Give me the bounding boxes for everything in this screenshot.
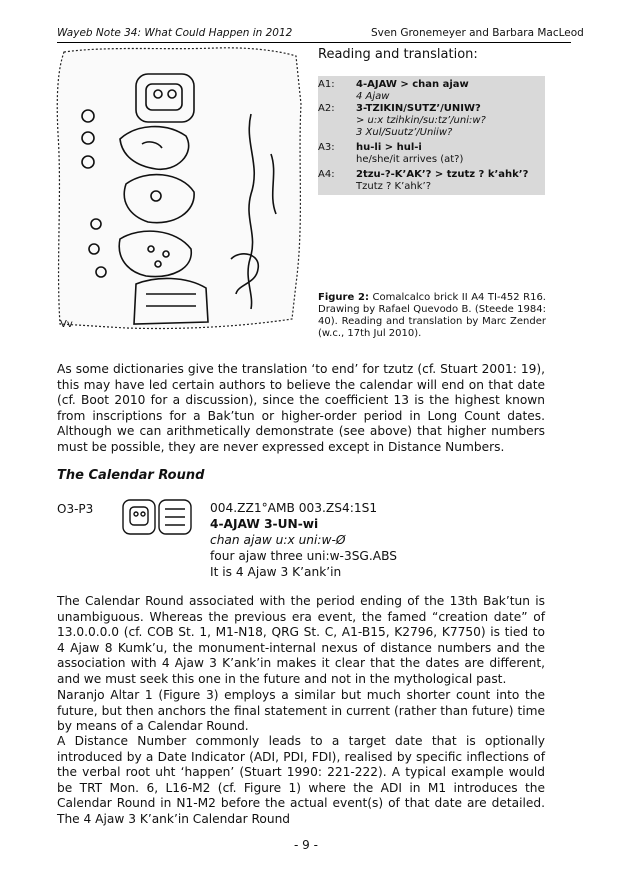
- row-label: A2:: [318, 103, 335, 114]
- glyph-o3-p3-drawing: [121, 497, 193, 537]
- translation: Tzutz ? K’ahk’?: [356, 181, 432, 192]
- section-heading: The Calendar Round: [57, 468, 205, 483]
- example-line-transliteration: 4-AJAW 3-UN-wi: [210, 517, 319, 531]
- row-label: A1:: [318, 79, 335, 90]
- header-rule: [57, 42, 571, 43]
- comalcalco-brick-drawing: [46, 44, 308, 334]
- row-label: A4:: [318, 169, 335, 180]
- example-line-code: 004.ZZ1°AMB 003.ZS4:1S1: [210, 501, 378, 515]
- running-header-title: Wayeb Note 34: What Could Happen in 2012: [57, 27, 293, 39]
- figure-label: Figure 2:: [318, 292, 370, 303]
- example-label: O3-P3: [57, 502, 94, 516]
- running-header-authors: Sven Gronemeyer and Barbara MacLeod: [371, 27, 584, 39]
- transliteration: 4-AJAW > chan ajaw: [356, 79, 469, 90]
- paragraph-calendar-round: The Calendar Round associated with the period ending of the 13th Bak’tun is unambiguous. Whereas the previous era event, the famed “creation date” of 13.0.0.0.0 (cf. COB St. 1, M1-N18, QRG St. C, A1-B15, K2796, K7750) is tied to 4 Ajaw 8 Kumk’u, the monument-internal nexus of distance numbers and the association with 4 Ajaw 3 K’ank’in makes it clear that the dates are different, and we must seek this one in the future and not in the mythological past.: [57, 594, 545, 686]
- page-number: - 9 -: [294, 838, 318, 852]
- row-label: A3:: [318, 142, 335, 153]
- paragraph-tzutz: As some dictionaries give the translation ‘to end’ for tzutz (cf. Stuart 2001: 19), this may have led certain authors to believe the calendar will end on that date (cf. Boot 2010 for a discussion), since the coefficient 13 is the highest known from inscriptions for a Bak’tun or higher-order period in Long Count dates. Although we can arithmetically demonstrate (see above) that higher numbers must be possible, they are never expressed except in Distance Numbers.: [57, 362, 545, 454]
- paragraph-naranjo: Naranjo Altar 1 (Figure 3) employs a similar but much shorter count into the future, but then anchors the final statement in current (rather than future) time by means of a Calendar Round.: [57, 688, 545, 734]
- svg-text:Vv: Vv: [60, 319, 73, 330]
- example-line-transcription: chan ajaw u:x uni:w-Ø: [210, 533, 346, 547]
- transliteration: 2tzu-?-K’AK’? > tzutz ? k’ahk’?: [356, 169, 529, 180]
- example-line-gloss: four ajaw three uni:w-3SG.ABS: [210, 549, 397, 563]
- translation: he/she/it arrives (at?): [356, 154, 464, 165]
- figure-caption-text: Comalcalco brick II A4 TI-452 R16. Drawing by Rafael Quevodo B. (Steede 1984: 40). Reading and translation by Marc Zender (w.c., 17th Jul 2010).: [318, 292, 546, 339]
- figure-caption: [318, 292, 546, 340]
- translation: 4 Ajaw: [356, 91, 390, 102]
- example-line-translation: It is 4 Ajaw 3 K’ank’in: [210, 565, 342, 579]
- reading-translation-title: Reading and translation:: [318, 47, 478, 62]
- translation: 3 Xul/Suutz’/Uniiw?: [356, 127, 453, 138]
- transcription: > u:x tzihkin/su:tz’/uni:w?: [356, 115, 486, 126]
- transliteration: hu-li > hul-i: [356, 142, 422, 153]
- paragraph-distance-number: A Distance Number commonly leads to a target date that is optionally introduced by a Date Indicator (ADI, PDI, FDI), realised by specific inflections of the verbal root uht ‘happen’ (Stuart 1990: 221-222). A typical example would be TRT Mon. 6, L16-M2 (cf. Figure 1) where the ADI in M1 introduces the Calendar Round in N1-M2 before the actual event(s) of that date are detailed. The 4 Ajaw 3 K’ank’in Calendar Round: [57, 734, 545, 826]
- transliteration: 3-TZIKIN/SUTZ’/UNIW?: [356, 103, 481, 114]
